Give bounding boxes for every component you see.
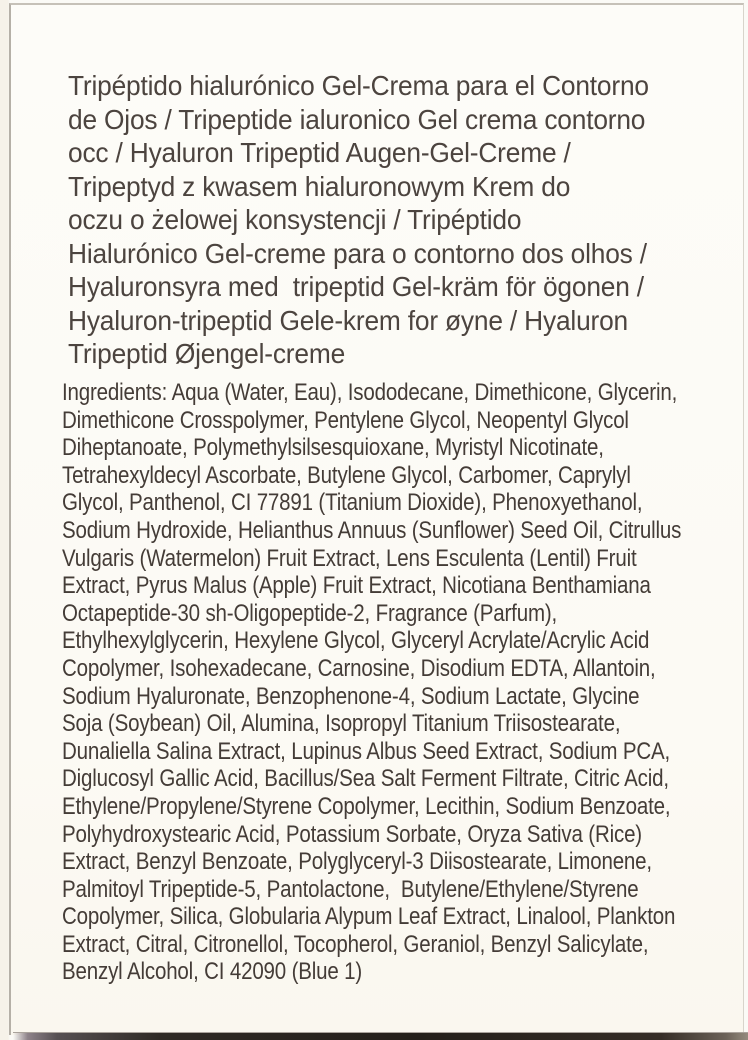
text-line: de Ojos / Tripeptide ialuronico Gel crema contorno [68,103,646,135]
text-line: Tripeptid Øjengel-creme [68,338,346,369]
text-line: Extract, Pyrus Malus (Apple) Fruit Extract, Nicotiana Benthamiana [62,572,651,600]
text-line: Tripeptyd z kwasem hialuronowym Krem do [68,170,571,202]
text-line: Copolymer, Isohexadecane, Carnosine, Disodium EDTA, Allantoin, [62,654,656,682]
text-line: Dunaliella Salina Extract, Lupinus Albus Seed Extract, Sodium PCA, [62,737,671,765]
text-line: Hialurónico Gel-creme para o contorno dos olhos / [68,237,647,269]
text-line: Sodium Hydroxide, Helianthus Annuus (Sunflower) Seed Oil, Citrullus [62,516,682,544]
text-line: Vulgaris (Watermelon) Fruit Extract, Lens Esculenta (Lentil) Fruit [62,544,637,572]
text-line: Copolymer, Silica, Globularia Alypum Leaf Extract, Linalool, Plankton [62,903,676,931]
text-line: Sodium Hyaluronate, Benzophenone-4, Sodium Lactate, Glycine [62,682,640,710]
box-edge-shadow [13,1032,748,1040]
text-line: Tripéptido hialurónico Gel-Crema para el Contorno [68,70,649,101]
text-line: Extract, Citral, Citronellol, Tocopherol, Geraniol, Benzyl Salicylate, [62,930,649,958]
text-line: Palmitoyl Tripeptide-5, Pantolactone, Butylene/Ethylene/Styrene [62,875,639,903]
text-line: Benzyl Alcohol, CI 42090 (Blue 1) [62,958,363,986]
text-line: Ethylene/Propylene/Styrene Copolymer, Lecithin, Sodium Benzoate, [62,792,671,820]
ingredients-text [62,379,748,986]
text-line: Ethylhexylglycerin, Hexylene Glycol, Glyceryl Acrylate/Acrylic Acid [62,627,650,655]
text-line: Diglucosyl Gallic Acid, Bacillus/Sea Salt Ferment Filtrate, Citric Acid, [62,765,669,793]
label-panel [9,3,744,1035]
text-line: Hyaluronsyra med tripeptid Gel-kräm för ögonen / [68,271,644,302]
text-line: occ / Hyaluron Tripeptid Augen-Gel-Creme / [68,137,571,168]
text-line: Extract, Benzyl Benzoate, Polyglyceryl-3 Diisostearate, Limonene, [62,848,652,876]
text-line: Ingredients: Aqua (Water, Eau), Isododecane, Dimethicone, Glycerin, [62,379,678,406]
text-line: Tetrahexyldecyl Ascorbate, Butylene Glycol, Carbomer, Caprylyl [62,461,631,489]
text-line: Glycol, Panthenol, CI 77891 (Titanium Dioxide), Phenoxyethanol, [62,489,643,517]
product-title-multilingual [68,69,726,371]
text-line: oczu o żelowej konsystencji / Tripéptido [68,204,522,235]
text-line: Soja (Soybean) Oil, Alumina, Isopropyl Titanium Triisostearate, [62,710,621,738]
text-line: Dimethicone Crosspolymer, Pentylene Glycol, Neopentyl Glycol [62,406,629,434]
text-line: Diheptanoate, Polymethylsilsesquioxane, Myristyl Nicotinate, [62,434,604,462]
text-line: Polyhydroxystearic Acid, Potassium Sorbate, Oryza Sativa (Rice) [62,820,642,848]
text-line: Hyaluron-tripeptid Gele-krem for øyne / Hyaluron [68,304,629,336]
text-line: Octapeptide-30 sh-Oligopeptide-2, Fragrance (Parfum), [62,599,558,627]
